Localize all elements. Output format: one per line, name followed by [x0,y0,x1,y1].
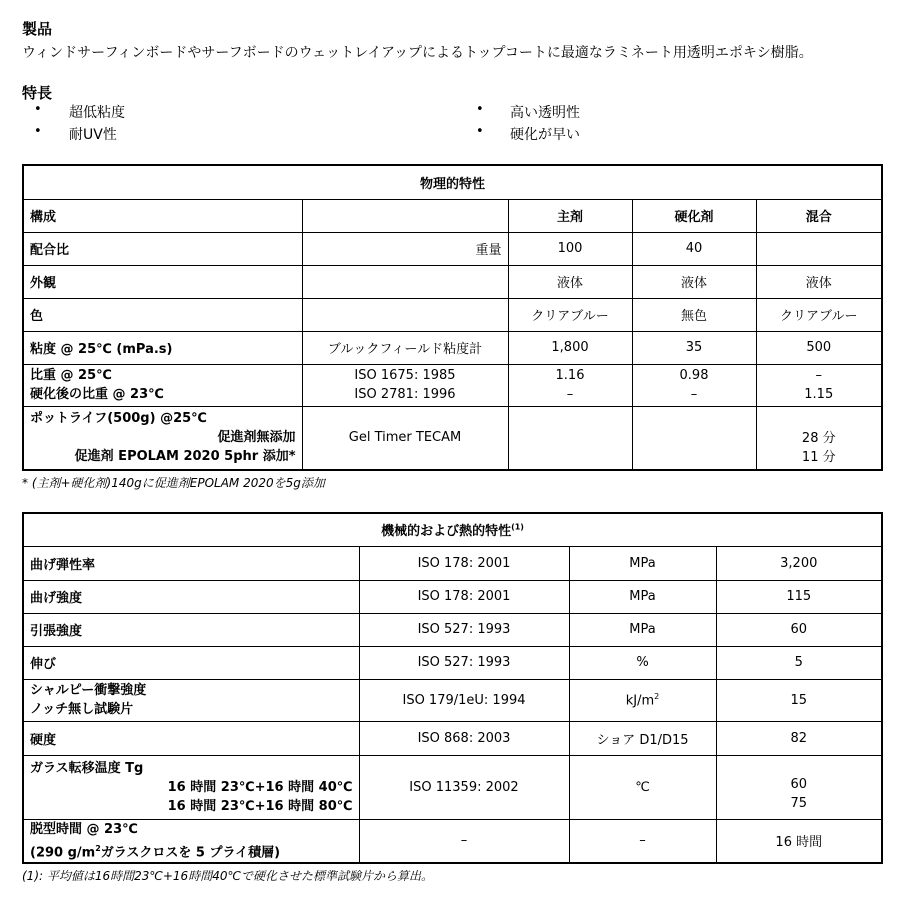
footnote-ref: (1) [511,522,524,532]
unit-cell: MPa [569,580,716,613]
value-cell: 1,800 [508,331,632,364]
value-cell: 液体 [632,265,756,298]
table-row [23,199,882,232]
value-cell: 16 時間 [716,819,882,863]
mechanical-title-text: 機械的および熱的特性 [381,524,512,540]
method-cell: ブルックフィールド粘度計 [302,331,508,364]
method-cell: ISO 11359: 2002 [359,755,569,819]
demold-sublabel-text: (290 g/m [30,844,96,860]
table-row [23,165,882,199]
density-mix-cell [756,364,882,406]
table-row [23,232,882,265]
unit-text: kJ/m [625,693,655,709]
tg-sublabel: 16 時間 23℃+16 時間 40℃ [167,779,353,795]
mechanical-properties-table [22,512,883,864]
value-cell: 液体 [508,265,632,298]
mechanical-title [23,513,882,546]
unit-cell: MPa [569,546,716,580]
method-cell: ISO 527: 1993 [359,613,569,646]
demold-sublabel-text: ガラスクロスを 5 プライ積層) [100,844,281,860]
value-text: 60 [790,777,808,792]
method-cell: 重量 [302,232,508,265]
unit-cell: ℃ [569,755,716,819]
table-row [23,265,882,298]
potlife-label: ポットライフ(500g) @25℃ [30,411,207,427]
value-cell: 15 [716,679,882,721]
table-row [23,513,882,546]
value-cell: 40 [632,232,756,265]
method-text: ISO 1675: 1985 [354,368,456,383]
method-cell: Gel Timer TECAM [302,406,508,470]
row-label: 伸び [23,646,359,679]
unit-exponent: 2 [95,843,101,853]
unit-cell: MPa [569,613,716,646]
row-label: 硬度 [23,721,359,755]
table-row [23,819,882,863]
product-heading: 製品 [22,20,53,38]
row-label: 曲げ強度 [23,580,359,613]
table-row [23,580,882,613]
value-text: – [690,387,698,402]
density-hardener-cell [632,364,756,406]
value-text: 11 分 [801,450,836,465]
value-text: 0.98 [679,368,709,383]
product-description: ウィンドサーフィンボードやサーフボードのウェットレイアップによるトップコートに最適なラミネート用透明エポキシ樹脂。 [22,45,813,61]
unit-cell [569,679,716,721]
value-cell: 3,200 [716,546,882,580]
col-mix: 混合 [756,199,882,232]
empty-cell [302,298,508,331]
feature-item: 硬化が早い [510,127,580,143]
value-text: 1.15 [804,387,834,402]
empty-cell [632,406,756,470]
table-row [23,331,882,364]
table-row [23,406,882,470]
density-label-cell [23,364,302,406]
col-hardener: 硬化剤 [632,199,756,232]
row-label: 粘度 @ 25℃ (mPa.s) [23,331,302,364]
physical-footnote: * (主剤+硬化剤)140gに促進剤EPOLAM 2020を5g添加 [22,476,325,490]
unit-cell: ショア D1/D15 [569,721,716,755]
value-cell: 35 [632,331,756,364]
tg-label: ガラス転移温度 Tg [30,760,144,776]
empty-cell [302,199,508,232]
value-text: 1.16 [555,368,585,383]
unit-cell: – [569,819,716,863]
mechanical-footnote: (1): 平均値は16時間23℃+16時間40℃で硬化させた標準試験片から算出。 [22,869,433,883]
value-cell: 100 [508,232,632,265]
unit-cell: % [569,646,716,679]
value-cell: 60 [716,613,882,646]
cured-density-label: 硬化後の比重 @ 23℃ [30,387,164,402]
table-row [23,613,882,646]
value-cell: 5 [716,646,882,679]
table-row [23,364,882,406]
row-label: 曲げ弾性率 [23,546,359,580]
table-row [23,721,882,755]
method-cell: ISO 527: 1993 [359,646,569,679]
method-cell: ISO 179/1eU: 1994 [359,679,569,721]
bullet-icon: • [476,102,484,117]
charpy-sublabel: ノッチ無し試験片 [30,702,134,717]
value-text: 28 分 [801,431,836,446]
table-row [23,646,882,679]
table-row [23,546,882,580]
row-label: 引張強度 [23,613,359,646]
method-text: ISO 2781: 1996 [354,387,456,402]
tg-value-cell [716,755,882,819]
value-cell: 液体 [756,265,882,298]
method-cell: – [359,819,569,863]
potlife-mix-cell [756,406,882,470]
demold-label-cell [23,819,359,863]
unit-exponent: 2 [654,691,660,701]
density-main-cell [508,364,632,406]
charpy-label-cell [23,679,359,721]
density-method-cell [302,364,508,406]
value-cell: クリアブルー [756,298,882,331]
value-cell: クリアブルー [508,298,632,331]
feature-item: 耐UV性 [69,127,117,143]
tg-label-cell [23,755,359,819]
potlife-label-cell [23,406,302,470]
value-cell: 500 [756,331,882,364]
table-row [23,679,882,721]
row-label: 外観 [23,265,302,298]
method-cell: ISO 868: 2003 [359,721,569,755]
value-text: – [566,387,574,402]
density-label: 比重 @ 25℃ [30,368,112,383]
value-cell: 115 [716,580,882,613]
physical-header-label: 構成 [23,199,302,232]
features-heading: 特長 [22,84,53,102]
bullet-icon: • [34,102,42,117]
bullet-icon: • [34,124,42,139]
potlife-sublabel: 促進剤 EPOLAM 2020 5phr 添加* [74,449,296,465]
physical-properties-table [22,164,883,471]
value-cell: 82 [716,721,882,755]
method-cell: ISO 178: 2001 [359,546,569,580]
value-cell [756,232,882,265]
feature-item: 高い透明性 [510,105,580,121]
charpy-label: シャルピー衝撃強度 [30,683,147,698]
table-row [23,755,882,819]
col-main: 主剤 [508,199,632,232]
value-text: – [815,368,823,383]
feature-item: 超低粘度 [69,105,125,121]
demold-label: 脱型時間 @ 23℃ [30,821,138,837]
physical-title: 物理的特性 [23,165,882,199]
value-cell: 無色 [632,298,756,331]
demold-sublabel [30,839,353,862]
empty-cell [302,265,508,298]
row-label: 配合比 [23,232,302,265]
value-text: 75 [790,796,808,811]
empty-cell [508,406,632,470]
method-cell: ISO 178: 2001 [359,580,569,613]
potlife-sublabel: 促進剤無添加 [217,430,296,446]
tg-sublabel: 16 時間 23℃+16 時間 80℃ [167,798,353,814]
row-label: 色 [23,298,302,331]
table-row [23,298,882,331]
bullet-icon: • [476,124,484,139]
